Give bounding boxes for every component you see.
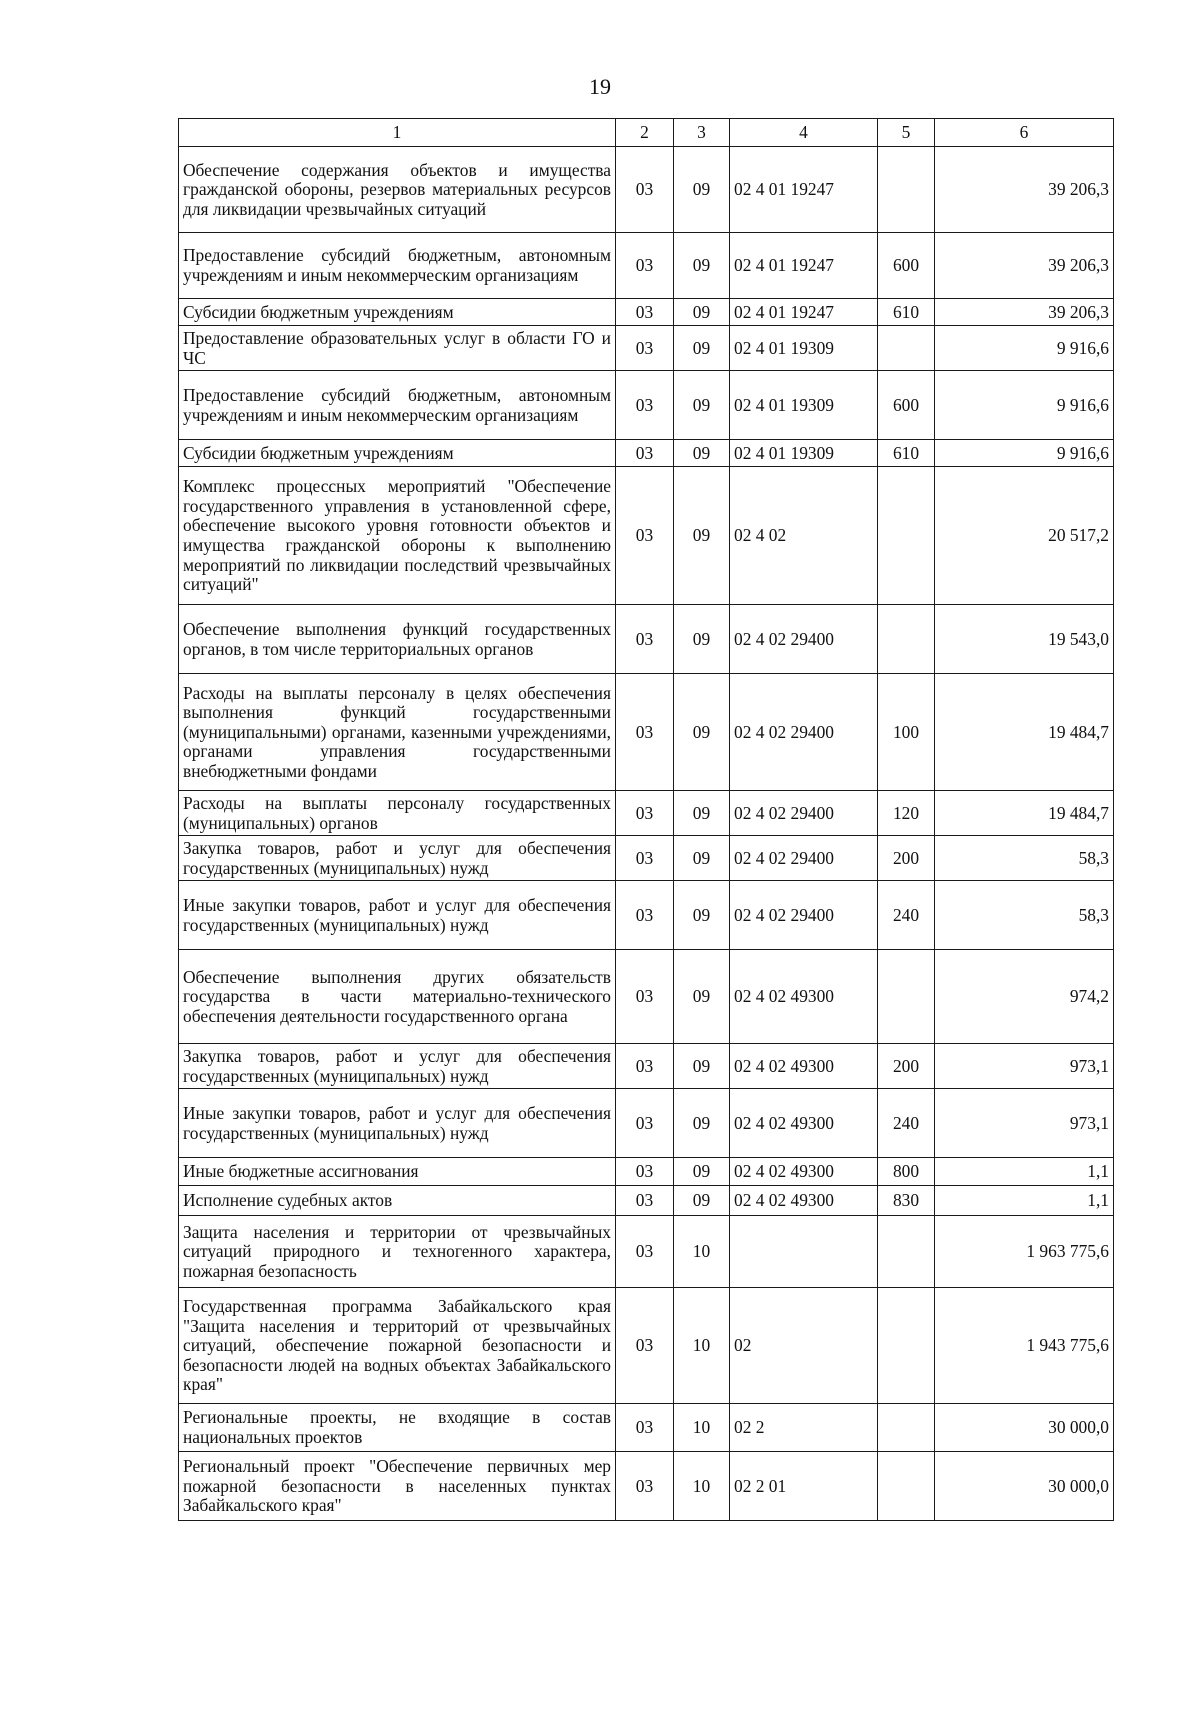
row-name: Иные закупки товаров, работ и услуг для обеспечения государственных (муниципальных) нужд (179, 881, 616, 950)
row-section: 03 (616, 233, 674, 299)
row-section: 03 (616, 674, 674, 791)
row-section: 03 (616, 147, 674, 233)
row-amount: 39 206,3 (935, 233, 1114, 299)
row-subsection: 09 (674, 326, 730, 371)
row-target-code: 02 2 01 (730, 1452, 878, 1521)
table-row (179, 1186, 1114, 1216)
row-section: 03 (616, 1089, 674, 1158)
row-target-code: 02 4 01 19247 (730, 147, 878, 233)
row-subsection: 09 (674, 440, 730, 467)
row-amount: 30 000,0 (935, 1404, 1114, 1452)
row-amount: 9 916,6 (935, 326, 1114, 371)
row-amount: 58,3 (935, 836, 1114, 881)
table-row (179, 1404, 1114, 1452)
row-name: Обеспечение содержания объектов и имущества гражданской обороны, резервов материальных ресурсов для ликвидации чрезвычайных ситуаций (179, 147, 616, 233)
row-subsection: 09 (674, 147, 730, 233)
row-amount: 1 963 775,6 (935, 1216, 1114, 1288)
row-name: Субсидии бюджетным учреждениям (179, 440, 616, 467)
row-subsection: 09 (674, 233, 730, 299)
row-amount: 19 484,7 (935, 674, 1114, 791)
row-section: 03 (616, 1044, 674, 1089)
row-subsection: 09 (674, 881, 730, 950)
table-row (179, 1089, 1114, 1158)
row-section: 03 (616, 1452, 674, 1521)
row-expense-type (878, 1404, 935, 1452)
row-expense-type (878, 1288, 935, 1404)
row-section: 03 (616, 1216, 674, 1288)
header-col-2: 2 (616, 119, 674, 147)
row-section: 03 (616, 836, 674, 881)
row-section: 03 (616, 1288, 674, 1404)
row-expense-type (878, 326, 935, 371)
row-expense-type: 600 (878, 371, 935, 440)
header-col-6: 6 (935, 119, 1114, 147)
table-row (179, 791, 1114, 836)
table-row (179, 1288, 1114, 1404)
row-name: Расходы на выплаты персоналу государственных (муниципальных) органов (179, 791, 616, 836)
row-target-code: 02 4 02 29400 (730, 674, 878, 791)
row-name: Обеспечение выполнения функций государственных органов, в том числе территориальных органов (179, 605, 616, 674)
row-amount: 19 484,7 (935, 791, 1114, 836)
row-target-code: 02 4 02 29400 (730, 791, 878, 836)
row-expense-type: 240 (878, 1089, 935, 1158)
row-name: Закупка товаров, работ и услуг для обеспечения государственных (муниципальных) нужд (179, 1044, 616, 1089)
header-col-5: 5 (878, 119, 935, 147)
page-number: 19 (589, 74, 611, 99)
row-subsection: 10 (674, 1404, 730, 1452)
row-expense-type: 610 (878, 440, 935, 467)
row-amount: 20 517,2 (935, 467, 1114, 605)
row-name: Региональный проект "Обеспечение первичных мер пожарной безопасности в населенных пунктах Забайкальского края" (179, 1452, 616, 1521)
row-expense-type: 240 (878, 881, 935, 950)
row-section: 03 (616, 950, 674, 1044)
row-target-code: 02 4 02 29400 (730, 836, 878, 881)
budget-allocation-table (178, 118, 1114, 1521)
row-name: Исполнение судебных актов (179, 1186, 616, 1216)
row-amount: 1,1 (935, 1186, 1114, 1216)
table-row (179, 467, 1114, 605)
table-row (179, 147, 1114, 233)
row-subsection: 10 (674, 1216, 730, 1288)
row-subsection: 10 (674, 1288, 730, 1404)
table-row (179, 1044, 1114, 1089)
row-expense-type (878, 605, 935, 674)
row-expense-type: 200 (878, 836, 935, 881)
row-target-code: 02 4 01 19309 (730, 371, 878, 440)
row-subsection: 09 (674, 791, 730, 836)
row-subsection: 09 (674, 1044, 730, 1089)
row-name: Расходы на выплаты персоналу в целях обеспечения выполнения функций государственными (муниципальными) органами, казенными учреждениями, органами управления государственными внебюджетными фондами (179, 674, 616, 791)
row-target-code: 02 4 02 29400 (730, 605, 878, 674)
row-section: 03 (616, 299, 674, 326)
table-row (179, 299, 1114, 326)
row-section: 03 (616, 1158, 674, 1186)
row-section: 03 (616, 1186, 674, 1216)
row-expense-type: 100 (878, 674, 935, 791)
row-name: Закупка товаров, работ и услуг для обеспечения государственных (муниципальных) нужд (179, 836, 616, 881)
row-expense-type (878, 950, 935, 1044)
row-target-code (730, 1216, 878, 1288)
row-name: Предоставление образовательных услуг в области ГО и ЧС (179, 326, 616, 371)
table-header (179, 119, 1114, 147)
row-expense-type (878, 467, 935, 605)
row-section: 03 (616, 1404, 674, 1452)
table-row (179, 233, 1114, 299)
row-target-code: 02 4 02 (730, 467, 878, 605)
row-subsection: 09 (674, 299, 730, 326)
table-row (179, 836, 1114, 881)
row-name: Иные бюджетные ассигнования (179, 1158, 616, 1186)
row-target-code: 02 4 02 49300 (730, 1158, 878, 1186)
row-amount: 9 916,6 (935, 440, 1114, 467)
table-row (179, 1216, 1114, 1288)
row-subsection: 09 (674, 371, 730, 440)
row-amount: 19 543,0 (935, 605, 1114, 674)
row-name: Предоставление субсидий бюджетным, автономным учреждениям и иным некоммерческим организациям (179, 233, 616, 299)
row-expense-type (878, 147, 935, 233)
row-target-code: 02 4 01 19247 (730, 299, 878, 326)
row-target-code: 02 2 (730, 1404, 878, 1452)
row-section: 03 (616, 791, 674, 836)
row-expense-type: 600 (878, 233, 935, 299)
row-subsection: 09 (674, 1158, 730, 1186)
table-row (179, 950, 1114, 1044)
row-section: 03 (616, 371, 674, 440)
table-row (179, 674, 1114, 791)
row-name: Государственная программа Забайкальского края "Защита населения и территорий от чрезвычайных ситуаций, обеспечение пожарной безопасности и безопасности людей на водных объектах Забайкальского края" (179, 1288, 616, 1404)
header-col-4: 4 (730, 119, 878, 147)
row-subsection: 09 (674, 467, 730, 605)
table-body (179, 147, 1114, 1521)
row-expense-type: 120 (878, 791, 935, 836)
row-target-code: 02 4 01 19247 (730, 233, 878, 299)
table-row (179, 440, 1114, 467)
header-col-3: 3 (674, 119, 730, 147)
row-section: 03 (616, 440, 674, 467)
row-section: 03 (616, 605, 674, 674)
row-amount: 39 206,3 (935, 147, 1114, 233)
row-target-code: 02 4 02 29400 (730, 881, 878, 950)
row-subsection: 09 (674, 1089, 730, 1158)
row-amount: 973,1 (935, 1044, 1114, 1089)
table-row (179, 1452, 1114, 1521)
row-subsection: 09 (674, 1186, 730, 1216)
row-subsection: 09 (674, 836, 730, 881)
row-target-code: 02 4 01 19309 (730, 440, 878, 467)
table-row (179, 326, 1114, 371)
row-amount: 1 943 775,6 (935, 1288, 1114, 1404)
row-target-code: 02 4 02 49300 (730, 1044, 878, 1089)
row-amount: 1,1 (935, 1158, 1114, 1186)
row-target-code: 02 4 01 19309 (730, 326, 878, 371)
row-subsection: 10 (674, 1452, 730, 1521)
row-name: Предоставление субсидий бюджетным, автономным учреждениям и иным некоммерческим организациям (179, 371, 616, 440)
header-col-1: 1 (179, 119, 616, 147)
row-subsection: 09 (674, 674, 730, 791)
row-expense-type (878, 1452, 935, 1521)
row-name: Комплекс процессных мероприятий "Обеспечение государственного управления в установленной сфере, обеспечение высокого уровня готовности объектов и имущества гражданской обороны к выполнению мероприятий по ликвидации последствий чрезвычайных ситуаций" (179, 467, 616, 605)
row-name: Иные закупки товаров, работ и услуг для обеспечения государственных (муниципальных) нужд (179, 1089, 616, 1158)
row-expense-type: 800 (878, 1158, 935, 1186)
table-row (179, 605, 1114, 674)
row-amount: 9 916,6 (935, 371, 1114, 440)
row-name: Обеспечение выполнения других обязательств государства в части материально-технического обеспечения деятельности государственного органа (179, 950, 616, 1044)
row-target-code: 02 4 02 49300 (730, 950, 878, 1044)
row-target-code: 02 4 02 49300 (730, 1186, 878, 1216)
row-expense-type: 610 (878, 299, 935, 326)
table-row (179, 1158, 1114, 1186)
row-target-code: 02 4 02 49300 (730, 1089, 878, 1158)
row-subsection: 09 (674, 950, 730, 1044)
row-subsection: 09 (674, 605, 730, 674)
row-name: Субсидии бюджетным учреждениям (179, 299, 616, 326)
table-row (179, 371, 1114, 440)
row-section: 03 (616, 881, 674, 950)
row-name: Региональные проекты, не входящие в состав национальных проектов (179, 1404, 616, 1452)
table-header-row (179, 119, 1114, 147)
row-name: Защита населения и территории от чрезвычайных ситуаций природного и техногенного характера, пожарная безопасность (179, 1216, 616, 1288)
row-amount: 973,1 (935, 1089, 1114, 1158)
row-expense-type (878, 1216, 935, 1288)
row-expense-type: 830 (878, 1186, 935, 1216)
row-expense-type: 200 (878, 1044, 935, 1089)
row-section: 03 (616, 326, 674, 371)
row-amount: 974,2 (935, 950, 1114, 1044)
row-amount: 30 000,0 (935, 1452, 1114, 1521)
row-amount: 58,3 (935, 881, 1114, 950)
table-row (179, 881, 1114, 950)
row-amount: 39 206,3 (935, 299, 1114, 326)
row-section: 03 (616, 467, 674, 605)
row-target-code: 02 (730, 1288, 878, 1404)
